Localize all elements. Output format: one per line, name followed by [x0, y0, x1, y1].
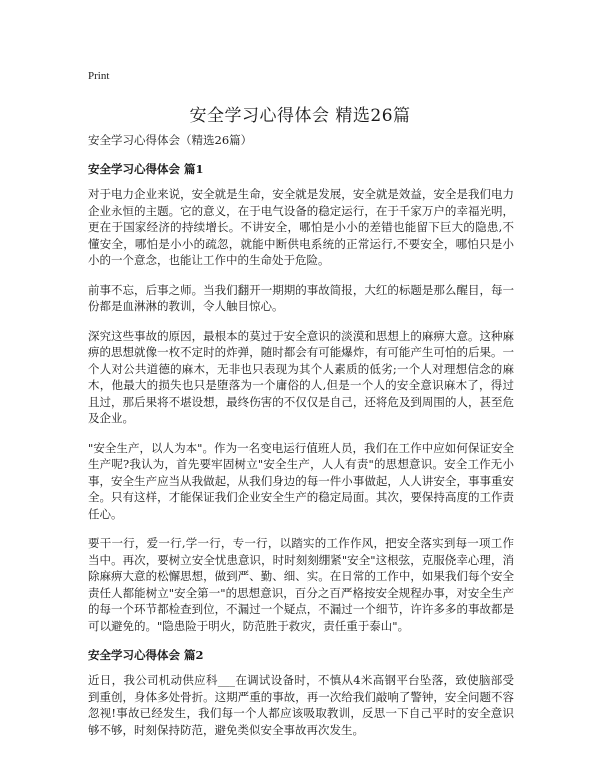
paragraph: 对于电力企业来说，安全就是生命，安全就是发展，安全就是效益，安全是我们电力企业永恒的主题。它的意义，在于电气设备的稳定运行，在于千家万户的幸福光明，更在于国家经济的持续增长。不讲安全，哪怕是小小的差错也能留下巨大的隐患,不懂安全，哪怕是小小的疏忽，就能中断供电系统的正常运行,不要安全，哪怕只是小小的一个意念，也能让工作中的生命处于危险。 — [88, 187, 514, 267]
paragraph: 近日，我公司机动供应科___在调试设备时，不慎从4米高钢平台坠落，致使脑部受到重创，身体多处骨折。这期严重的事故，再一次给我们敲响了警钟，安全问题不容忽视!事故已经发生，我们每一个人都应该吸取教训，反思一下自己平时的安全意识够不够，时刻保持防范，避免类似安全事故再次发生。 — [88, 673, 514, 737]
document-title: 安全学习心得体会 精选26篇 — [189, 106, 411, 126]
paragraph: 要干一行，爱一行,学一行，专一行，以踏实的工作作风，把安全落实到每一项工作当中。再次，要树立安全忧患意识，时时刻刻绷紧"安全"这根弦，克服侥幸心理，消除麻痹大意的松懈思想，做到严、勤、细、实。在日常的工作中，如果我们每个安全责任人都能树立"安全第一"的思想意识，百分之百严格按安全规程办事，对安全生产的每一个环节都检查到位，不漏过一个疑点，不漏过一个细节，许许多多的事故都是可以避免的。"隐患险于明火，防范胜于救灾，责任重于泰山"。 — [88, 536, 514, 633]
section-heading: 安全学习心得体会 篇2 — [88, 648, 204, 662]
paragraph: 前事不忘，后事之师。当我们翻开一期期的事故简报，大红的标题是那么醒目，每一份都是血淋淋的教训，令人触目惊心。 — [88, 282, 514, 313]
section-heading: 安全学习心得体会 篇1 — [88, 162, 204, 176]
paragraph: "安全生产，以人为本"。作为一名变电运行值班人员，我们在工作中应如何保证安全生产呢?我认为，首先要牢固树立"安全生产，人人有责"的思想意识。安全工作无小事，安全生产应当从我做起，从我们身边的每一件小事做起，人人讲安全，事事重安全。只有这样，才能保证我们企业安全生产的稳定局面。其次，要保持高度的工作责任心。 — [88, 440, 514, 521]
print-link[interactable]: Print — [88, 70, 110, 82]
document-subtitle: 安全学习心得体会（精选26篇） — [88, 133, 253, 147]
paragraph: 深究这些事故的原因，最根本的莫过于安全意识的淡漠和思想上的麻痹大意。这种麻痹的思想就像一枚不定时的炸弹，随时都会有可能爆炸，有可能产生可怕的后果。一个人对公共道德的麻木，无非也只表现为其个人素质的低劣;一个人对理想信念的麻木，他最大的损失也只是堕落为一个庸俗的人,但是一个人的安全意识麻木了，得过且过，那后果将不堪设想，最终伤害的不仅仅是自己，还将危及到周围的人，甚至危及企业。 — [88, 328, 514, 425]
document-body — [88, 161, 514, 751]
